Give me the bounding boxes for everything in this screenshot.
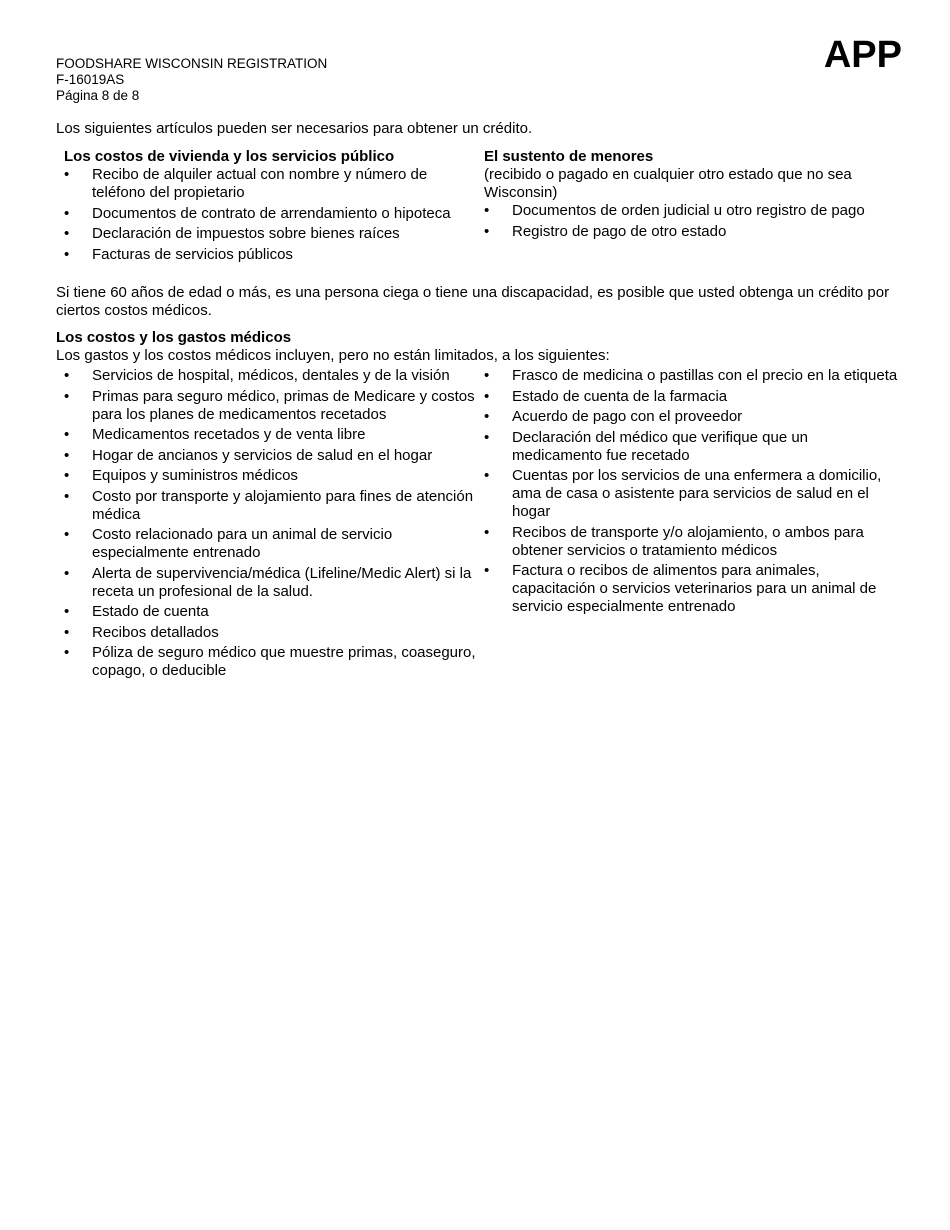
- list-item: • Póliza de seguro médico que muestre primas, coaseguro, copago, o deducible: [64, 644, 484, 680]
- list-item: • Recibos detallados: [64, 624, 484, 642]
- list-item: • Equipos y suministros médicos: [64, 467, 484, 485]
- housing-costs-column: [56, 148, 484, 266]
- list-item: • Servicios de hospital, médicos, dentales y de la visión: [64, 367, 484, 385]
- form-header: [56, 56, 327, 104]
- medical-costs-section: [56, 367, 902, 683]
- list-item: • Facturas de servicios públicos: [64, 246, 484, 264]
- list-item: • Declaración de impuestos sobre bienes raíces: [64, 225, 484, 243]
- list-item: • Primas para seguro médico, primas de Medicare y costos para los planes de medicamentos recetados: [64, 388, 484, 424]
- child-support-heading: El sustento de menores: [484, 148, 654, 165]
- list-item: • Costo por transporte y alojamiento para fines de atención médica: [64, 488, 484, 524]
- medical-left-column: [56, 367, 484, 683]
- list-item: • Estado de cuenta: [64, 603, 484, 621]
- list-item: • Recibos de transporte y/o alojamiento, o ambos para obtener servicios o tratamiento médicos: [484, 524, 902, 560]
- housing-list: [64, 166, 484, 264]
- list-item: • Registro de pago de otro estado: [484, 223, 902, 241]
- list-item: • Estado de cuenta de la farmacia: [484, 388, 902, 406]
- age-disability-paragraph: Si tiene 60 años de edad o más, es una persona ciega o tiene una discapacidad, es posible que usted obtenga un crédito por ciertos costos médicos.: [56, 284, 890, 319]
- list-item: • Recibo de alquiler actual con nombre y número de teléfono del propietario: [64, 166, 484, 202]
- list-item: • Documentos de contrato de arrendamiento o hipoteca: [64, 205, 484, 223]
- child-support-list: [484, 202, 902, 241]
- intro-text: Los siguientes artículos pueden ser necesarios para obtener un crédito.: [56, 120, 533, 137]
- housing-heading: Los costos de vivienda y los servicios público: [64, 148, 395, 165]
- list-item: • Hogar de ancianos y servicios de salud en el hogar: [64, 447, 484, 465]
- form-number: F-16019AS: [56, 72, 125, 87]
- list-item: • Factura o recibos de alimentos para animales, capacitación o servicios veterinarios para un animal de servicio especialmente entrenado: [484, 562, 902, 616]
- page-number: Página 8 de 8: [56, 88, 140, 103]
- credit-items-section: [56, 148, 902, 266]
- list-item: • Documentos de orden judicial u otro registro de pago: [484, 202, 902, 220]
- list-item: • Declaración del médico que verifique que un medicamento fue recetado: [484, 429, 902, 465]
- medical-subtext: Los gastos y los costos médicos incluyen, pero no están limitados, a los siguientes:: [56, 347, 610, 364]
- form-title: FOODSHARE WISCONSIN REGISTRATION: [56, 56, 328, 71]
- list-item: • Cuentas por los servicios de una enfermera a domicilio, ama de casa o asistente para servicios de salud en el hogar: [484, 467, 902, 521]
- medical-right-list: [484, 367, 902, 616]
- medical-costs-header: [56, 329, 902, 365]
- medical-heading: Los costos y los gastos médicos: [56, 329, 292, 346]
- child-support-subtext: (recibido o pagado en cualquier otro estado que no sea Wisconsin): [484, 166, 852, 201]
- child-support-column: [484, 148, 902, 266]
- list-item: • Alerta de supervivencia/médica (Lifeline/Medic Alert) si la receta un profesional de la salud.: [64, 565, 484, 601]
- medical-left-list: [64, 367, 484, 680]
- medical-right-column: [484, 367, 902, 683]
- list-item: • Frasco de medicina o pastillas con el precio en la etiqueta: [484, 367, 902, 385]
- list-item: • Costo relacionado para un animal de servicio especialmente entrenado: [64, 526, 484, 562]
- list-item: • Acuerdo de pago con el proveedor: [484, 408, 902, 426]
- list-item: • Medicamentos recetados y de venta libre: [64, 426, 484, 444]
- app-label: APP: [823, 34, 902, 76]
